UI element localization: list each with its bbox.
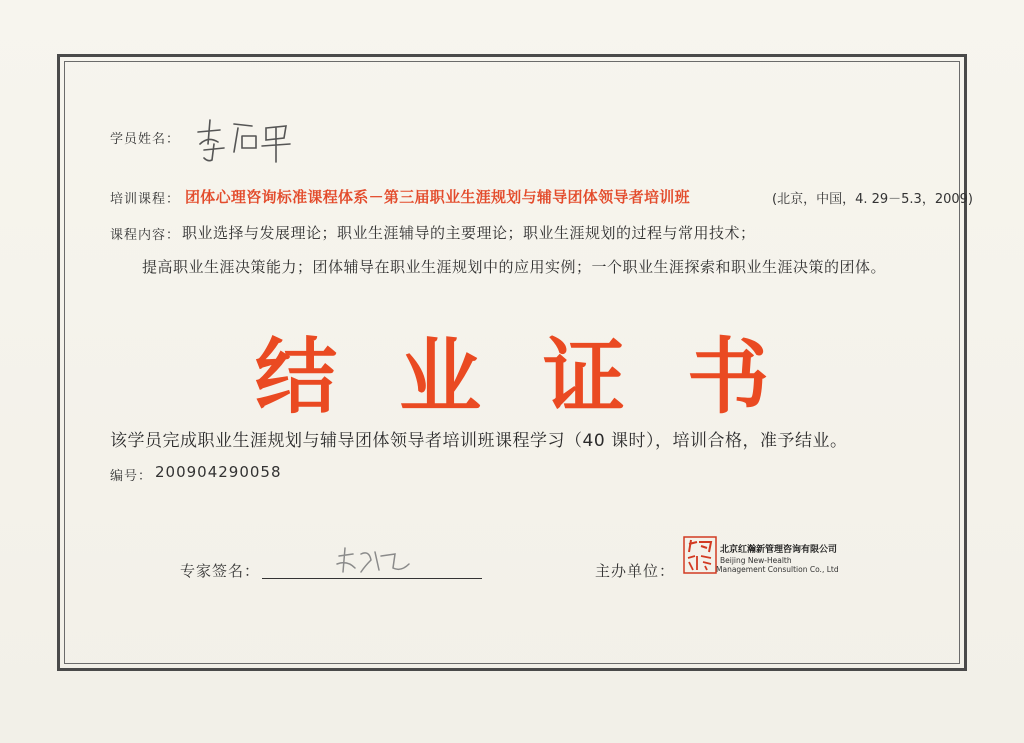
completion-statement: 该学员完成职业生涯规划与辅导团体领导者培训班课程学习（40 课时），培训合格，准予结业。 — [110, 431, 848, 451]
company-name-en-1: Beijing New-Health — [720, 556, 792, 565]
expert-signature-line — [262, 578, 482, 579]
student-name-handwritten — [190, 114, 300, 168]
content-line-1: 职业选择与发展理论；职业生涯辅导的主要理论；职业生涯规划的过程与常用技术； — [182, 224, 756, 242]
expert-signature-handwritten — [335, 546, 415, 580]
content-line-2: 提高职业生涯决策能力；团体辅导在职业生涯规划中的应用实例；一个职业生涯探索和职业生涯决策的团体。 — [142, 258, 887, 276]
company-name-cn: 北京红瀚新管理咨询有限公司 — [720, 545, 838, 555]
student-name-label: 学员姓名： — [110, 132, 181, 147]
company-name-en-2: Management Consultion Co., Ltd — [716, 565, 839, 574]
serial-label: 编号： — [110, 469, 153, 484]
expert-signature-label: 专家签名： — [180, 562, 261, 580]
course-label: 培训课程： — [110, 192, 181, 207]
student-name-signature — [190, 114, 300, 164]
company-logo — [683, 536, 717, 574]
serial-number: 200904290058 — [155, 463, 282, 481]
company-logo-icon — [683, 536, 717, 574]
certificate-title: 结业证书 — [254, 330, 831, 425]
expert-signature-mark — [335, 546, 415, 576]
organizer-label: 主办单位： — [595, 562, 676, 580]
content-label: 课程内容： — [110, 228, 181, 243]
course-title: 团体心理咨询标准课程体系－第三届职业生涯规划与辅导团体领导者培训班 — [185, 188, 690, 206]
course-location-date: (北京，中国，4. 29－5.3，2009) — [772, 192, 973, 207]
